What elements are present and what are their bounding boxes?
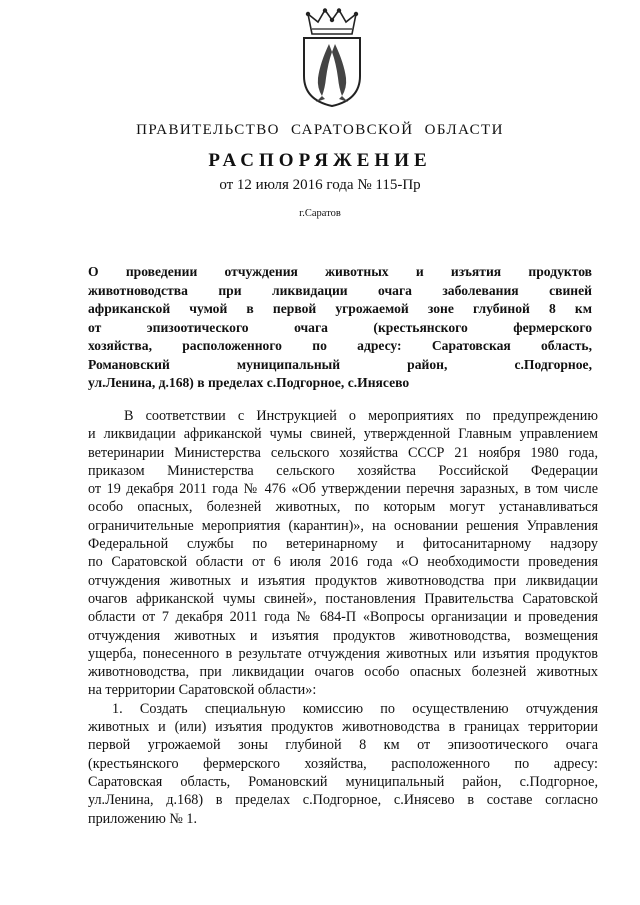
preamble-line: на территории Саратовской области»: (88, 682, 317, 699)
document-type: РАСПОРЯЖЕНИЕ (208, 150, 432, 171)
preamble-line: и ликвидации африканской чумы свиней, утвержденной Главным управлением (88, 426, 598, 443)
preamble-line: животноводства, при ликвидации очагов особо опасных болезней животных (88, 664, 598, 681)
item-1-line: 1. Создать специальную комиссию по осуществлению отчуждения (112, 700, 598, 717)
preamble-line: особо опасных, болезней животных, по которым могут устанавливаться (88, 499, 598, 516)
heading-line: ул.Ленина, д.168) в пределах с.Подгорное, с.Инясево (88, 375, 410, 390)
document-date-number: от 12 июля 2016 года № 115-Пр (219, 177, 421, 193)
preamble-line: приказом Министерства сельского хозяйства Российской Федерации (88, 462, 598, 479)
preamble-line: от 19 декабря 2011 года № 476 «Об утверждении перечня заразных, в том числе (88, 481, 598, 498)
item-1-line: (крестьянского фермерского хозяйства, расположенного по адресу: (88, 755, 598, 772)
preamble-line: Федеральной службы по ветеринарному и фитосанитарному надзору (88, 536, 598, 553)
document-body (88, 407, 598, 828)
heading-line: Романовский муниципальный район, с.Подгорное, (88, 356, 592, 372)
preamble-line: отчуждения животных и изъятия продуктов животноводства при ликвидации (88, 572, 598, 589)
preamble-line: ветеринарии Министерства сельского хозяйства СССР 21 ноября 1980 года, (88, 444, 598, 461)
preamble-line: ограничительные мероприятия (карантин)», на основании решения Управления (88, 517, 598, 534)
preamble-line: по Саратовской области от 6 июля 2016 года «О необходимости проведения (88, 554, 598, 571)
preamble-line: ущерба, понесенного в результате отчуждения животных или изъятия продуктов (88, 645, 598, 662)
preamble-line: области от 7 декабря 2011 года № 684-П «Вопросы организации и проведения (88, 609, 598, 626)
government-name: ПРАВИТЕЛЬСТВО САРАТОВСКОЙ ОБЛАСТИ (136, 122, 504, 138)
item-1-line: приложению № 1. (88, 810, 198, 827)
item-1-line: первой угрожаемой зоны глубиной 8 км от эпизоотического очага (88, 737, 598, 754)
preamble-line: очагов африканской чумы свиней», постановления Правительства Саратовской (88, 590, 598, 607)
item-1-line: животных и (или) изъятия продуктов животноводства в границах территории (88, 719, 598, 736)
item-1-line: ул.Ленина, д.168) в пределах с.Подгорное, с.Инясево в составе согласно (88, 792, 598, 809)
preamble-line: В соответствии с Инструкцией о мероприятиях по предупреждению (124, 408, 598, 424)
heading-line: О проведении отчуждения животных и изъятия продуктов (88, 264, 592, 279)
heading-line: животноводства при ликвидации очага заболевания свиней (88, 282, 592, 298)
item-1-line: Саратовская область, Романовский муниципальный район, с.Подгорное, (88, 773, 598, 790)
preamble-line: отчуждения животных и изъятия продуктов животноводства, возмещения (88, 627, 598, 644)
heading-line: африканской чумой в первой угрожаемой зоне глубиной 8 км (88, 301, 592, 316)
heading-line: хозяйства, расположенного по адресу: Саратовская область, (88, 338, 592, 353)
document-heading (88, 263, 592, 393)
heading-line: от эпизоотического очага (крестьянского фермерского (88, 319, 592, 335)
saratov-coat-of-arms-icon (298, 8, 366, 108)
document-city: г.Саратов (299, 208, 341, 219)
